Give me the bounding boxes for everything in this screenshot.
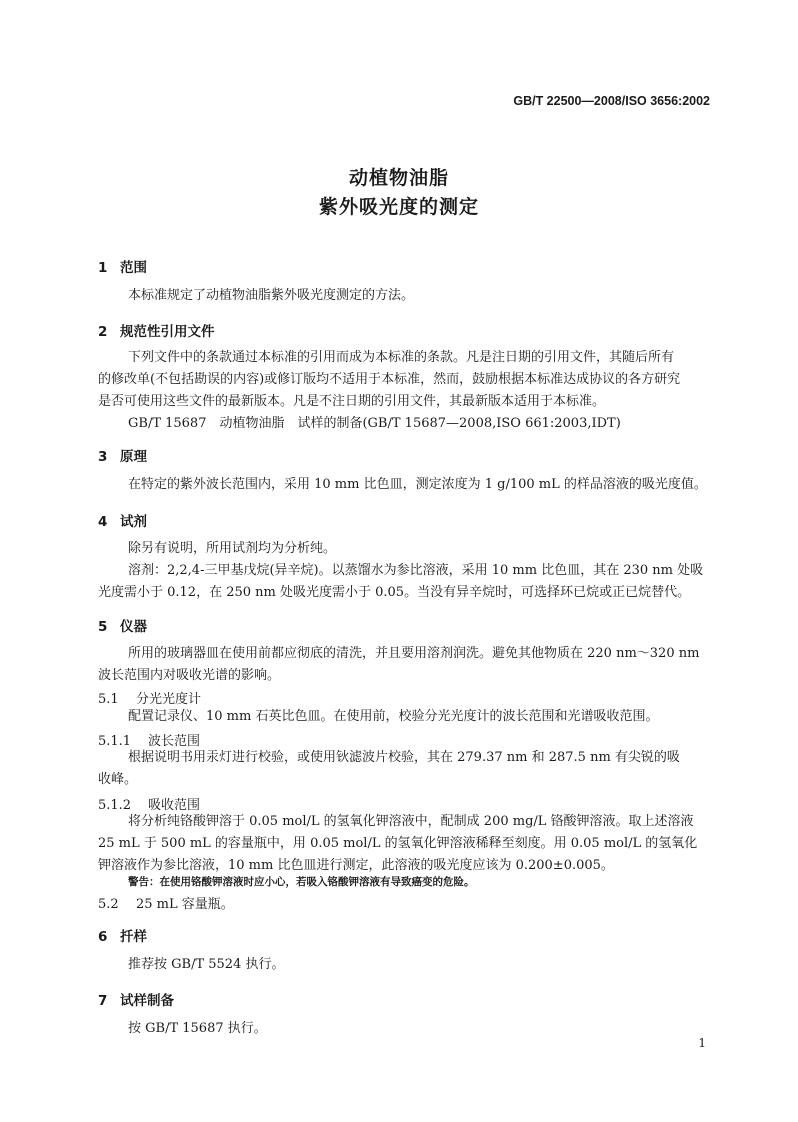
- section-3-paragraph: 在特定的紫外波长范围内，采用 10 mm 比色皿，测定浓度为 1 g/100 mL 的样品溶液的吸光度值。: [128, 477, 707, 492]
- section-4-line-3: 光度需小于 0.12，在 250 nm 处吸光度需小于 0.05。当没有异辛烷时，可选择环已烷或正已烷替代。: [98, 585, 691, 600]
- section-6-heading: 6 扦样: [98, 929, 147, 945]
- section-5-1-1-heading: 5.1.1 波长范围: [98, 734, 201, 749]
- normative-reference: GB/T 15687 动植物油脂 试样的制备(GB/T 15687—2008,ISO 661:2003,IDT): [128, 416, 621, 431]
- section-4-line-1: 除另有说明，所用试剂均为分析纯。: [128, 541, 337, 556]
- section-5-2-item: 5.2 25 mL 容量瓶。: [98, 897, 234, 912]
- section-5-1-2-line-2: 25 mL 于 500 mL 的容量瓶中，用 0.05 mol/L 的氢氧化钾溶液稀释至刻度。用 0.05 mol/L 的氢氧化: [98, 836, 698, 851]
- section-1-paragraph: 本标准规定了动植物油脂紫外吸光度测定的方法。: [128, 288, 415, 303]
- section-5-1-heading: 5.1 分光光度计: [98, 692, 202, 707]
- section-2-line-2: 的修改单(不包括勘误的内容)或修订版均不适用于本标准，然而，鼓励根据本标准达成协议的各方研究: [98, 372, 681, 387]
- section-4-heading: 4 试剂: [98, 514, 147, 530]
- section-5-line-1: 所用的玻璃器皿在使用前都应彻底的清洗，并且要用溶剂润洗。避免其他物质在 220 nm～320 nm: [128, 646, 700, 661]
- document-title-line2: 紫外吸光度的测定: [318, 196, 479, 218]
- document-title-line1: 动植物油脂: [348, 167, 449, 189]
- section-3-heading: 3 原理: [98, 449, 147, 465]
- section-5-line-2: 波长范围内对吸收光谱的影响。: [98, 668, 281, 683]
- section-5-heading: 5 仪器: [98, 619, 147, 635]
- section-5-1-1-line-1: 根据说明书用汞灯进行校验，或使用钬滤波片校验，其在 279.37 nm 和 287.5 nm 有尖锐的吸: [128, 750, 680, 765]
- page-number: 1: [698, 1036, 706, 1050]
- section-2-line-3: 是否可使用这些文件的最新版本。凡是不注日期的引用文件，其最新版本适用于本标准。: [98, 394, 606, 409]
- section-2-line-1: 下列文件中的条款通过本标准的引用而成为本标准的条款。凡是注日期的引用文件，其随后所有: [128, 350, 675, 365]
- section-5-1-2-line-1: 将分析纯铬酸钾溶于 0.05 mol/L 的氢氧化钾溶液中，配制成 200 mg/L 铬酸钾溶液。取上述溶液: [128, 814, 694, 829]
- section-5-1-2-heading: 5.1.2 吸收范围: [98, 798, 201, 813]
- section-6-paragraph: 推荐按 GB/T 5524 执行。: [128, 957, 285, 972]
- section-7-heading: 7 试样制备: [98, 993, 174, 1009]
- section-1-heading: 1 范围: [98, 260, 147, 276]
- section-4-line-2: 溶剂：2,2,4-三甲基戊烷(异辛烷)。以蒸馏水为参比溶液，采用 10 mm 比色皿，其在 230 nm 处吸: [128, 563, 704, 578]
- warning-note: 警告：在使用铬酸钾溶液时应小心，若吸入铬酸钾溶液有导致癌变的危险。: [128, 876, 475, 888]
- section-2-heading: 2 规范性引用文件: [98, 324, 215, 340]
- section-5-1-paragraph: 配置记录仪、10 mm 石英比色皿。在使用前，校验分光光度计的波长范围和光谱吸收范围。: [128, 709, 659, 724]
- section-5-1-2-line-3: 钾溶液作为参比溶液，10 mm 比色皿进行测定，此溶液的吸光度应该为 0.200±0.005。: [98, 858, 614, 873]
- section-5-1-1-line-2: 收峰。: [98, 772, 138, 787]
- section-7-paragraph: 按 GB/T 15687 执行。: [128, 1021, 267, 1036]
- standard-code: GB/T 22500—2008/ISO 3656:2002: [513, 94, 710, 108]
